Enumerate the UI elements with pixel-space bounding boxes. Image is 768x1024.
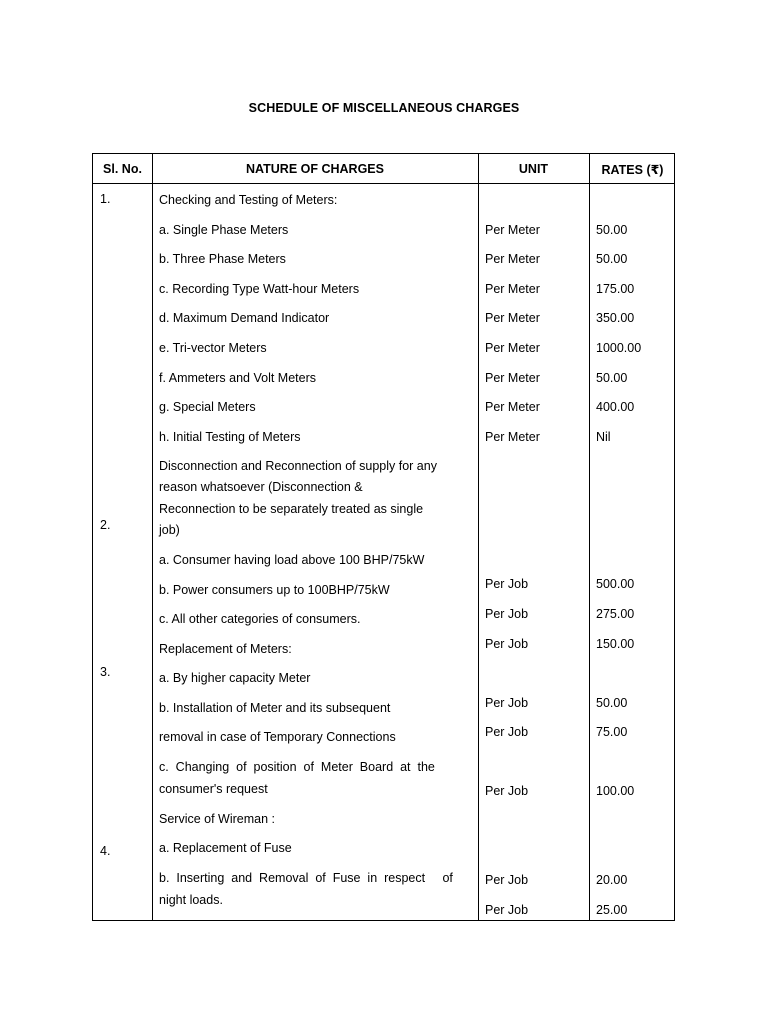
- charge-item: b. Three Phase Meters: [159, 252, 286, 266]
- unit-value: Per Job: [485, 784, 529, 798]
- unit-value: Per Meter: [485, 252, 540, 266]
- charge-item: b. Power consumers up to 100BHP/75kW: [159, 583, 390, 597]
- unit-value: Per Job: [485, 696, 529, 710]
- charge-item: b. Inserting and Removal of Fuse in respect of: [159, 871, 453, 885]
- rate-value: 150.00: [596, 637, 635, 651]
- rate-value: 20.00: [596, 873, 628, 887]
- charge-item: a. Consumer having load above 100 BHP/75kW: [159, 553, 425, 567]
- charge-heading: Disconnection and Reconnection of supply for any: [159, 459, 437, 473]
- column-divider: [589, 154, 590, 920]
- rate-value: 50.00: [596, 371, 628, 385]
- rate-value: 500.00: [596, 577, 635, 591]
- charge-item: a. Replacement of Fuse: [159, 841, 292, 855]
- rate-value: 25.00: [596, 903, 628, 917]
- charge-item: g. Special Meters: [159, 400, 256, 414]
- charge-heading: Replacement of Meters:: [159, 642, 292, 656]
- header-sl-no: Sl. No.: [103, 162, 142, 176]
- column-divider: [478, 154, 479, 920]
- unit-value: Per Job: [485, 577, 529, 591]
- serial-number: 4.: [100, 844, 111, 858]
- charge-item: c. Changing of position of Meter Board at the: [159, 760, 435, 774]
- serial-number: 3.: [100, 665, 111, 679]
- unit-value: Per Meter: [485, 400, 540, 414]
- unit-value: Per Meter: [485, 311, 540, 325]
- charge-item: consumer's request: [159, 782, 268, 796]
- unit-value: Per Meter: [485, 223, 540, 237]
- charge-item: removal in case of Temporary Connections: [159, 730, 396, 744]
- column-divider: [152, 154, 153, 920]
- rate-value: 350.00: [596, 311, 635, 325]
- rate-value: 175.00: [596, 282, 635, 296]
- document-title: SCHEDULE OF MISCELLANEOUS CHARGES: [248, 101, 520, 115]
- rate-value: 275.00: [596, 607, 635, 621]
- unit-value: Per Job: [485, 725, 529, 739]
- charge-item: b. Installation of Meter and its subsequent: [159, 701, 391, 715]
- rate-value: Nil: [596, 430, 611, 444]
- unit-value: Per Job: [485, 903, 529, 917]
- unit-value: Per Job: [485, 637, 529, 651]
- header-divider: [93, 183, 674, 184]
- charge-item: a. By higher capacity Meter: [159, 671, 311, 685]
- unit-value: Per Meter: [485, 371, 540, 385]
- charge-item: d. Maximum Demand Indicator: [159, 311, 330, 325]
- charge-heading: Service of Wireman :: [159, 812, 276, 826]
- charge-item: c. Recording Type Watt-hour Meters: [159, 282, 360, 296]
- unit-value: Per Meter: [485, 341, 540, 355]
- serial-number: 2.: [100, 518, 111, 532]
- unit-value: Per Job: [485, 607, 529, 621]
- charge-item: h. Initial Testing of Meters: [159, 430, 301, 444]
- charge-heading: Checking and Testing of Meters:: [159, 193, 338, 207]
- unit-value: Per Meter: [485, 430, 540, 444]
- unit-value: Per Meter: [485, 282, 540, 296]
- unit-value: Per Job: [485, 873, 529, 887]
- charge-heading: job): [159, 523, 180, 537]
- charge-item: night loads.: [159, 893, 223, 907]
- serial-number: 1.: [100, 192, 111, 206]
- charge-item: e. Tri-vector Meters: [159, 341, 267, 355]
- rate-value: 50.00: [596, 696, 628, 710]
- rate-value: 50.00: [596, 223, 628, 237]
- charges-table: [92, 153, 675, 921]
- charge-item: f. Ammeters and Volt Meters: [159, 371, 317, 385]
- rate-value: 75.00: [596, 725, 628, 739]
- header-unit: UNIT: [518, 162, 549, 176]
- header-nature-of-charges: NATURE OF CHARGES: [246, 162, 384, 176]
- rate-value: 100.00: [596, 784, 635, 798]
- header-rates: RATES (₹): [601, 163, 664, 177]
- charge-item: c. All other categories of consumers.: [159, 612, 361, 626]
- charge-heading: reason whatsoever (Disconnection &: [159, 480, 363, 494]
- charge-item: a. Single Phase Meters: [159, 223, 289, 237]
- rate-value: 1000.00: [596, 341, 642, 355]
- rate-value: 400.00: [596, 400, 635, 414]
- charge-heading: Reconnection to be separately treated as single: [159, 502, 424, 516]
- rate-value: 50.00: [596, 252, 628, 266]
